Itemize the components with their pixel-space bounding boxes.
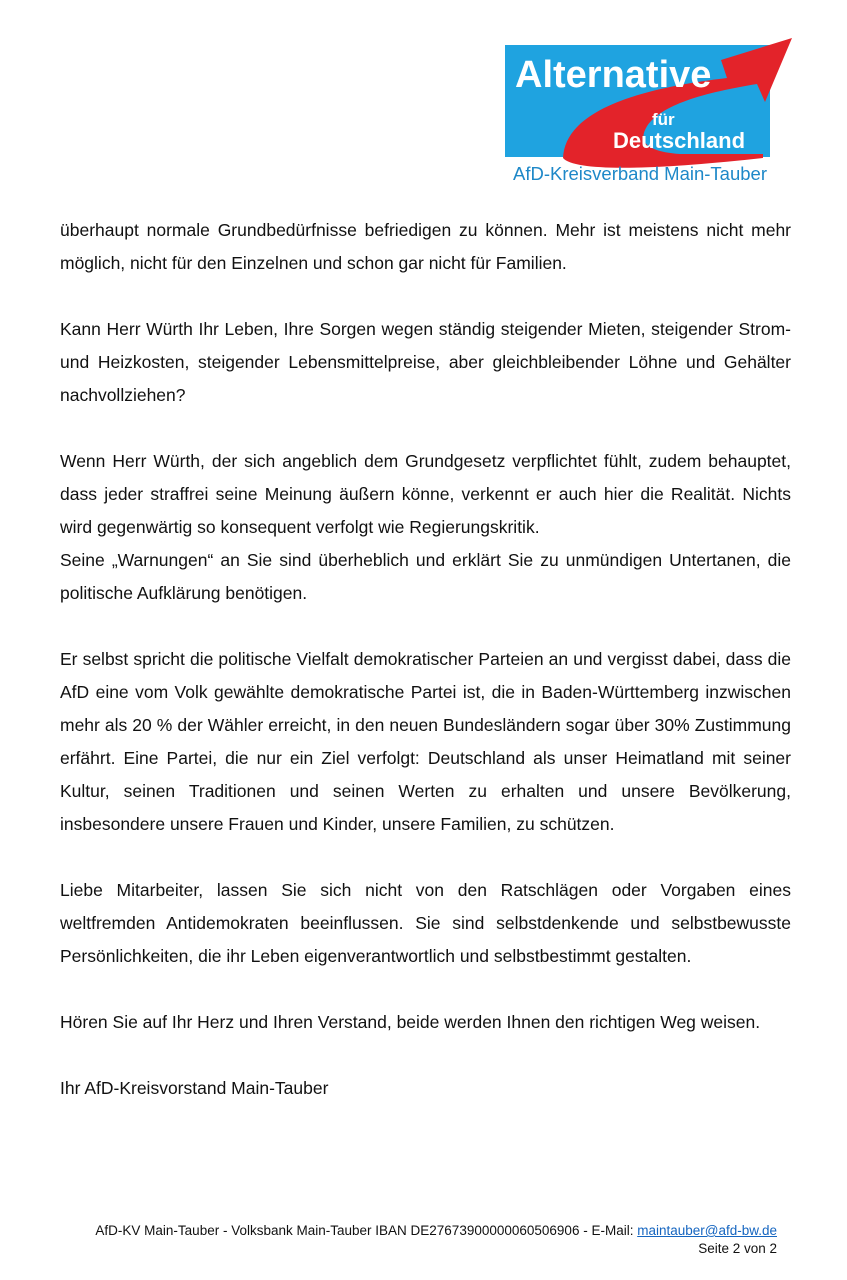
page-footer xyxy=(0,1222,777,1258)
letter-body xyxy=(60,214,791,1105)
paragraph-gap xyxy=(60,841,791,874)
signature: Ihr AfD-Kreisvorstand Main-Tauber xyxy=(60,1078,329,1098)
footer-bank-line xyxy=(0,1222,777,1240)
paragraph-6: Liebe Mitarbeiter, lassen Sie sich nicht von den Ratschlägen oder Vorgaben eines weltfremden Antidemokraten beeinflussen. Sie sind selbstdenkende und selbstbewusste Persönlichkeiten, die ihr Leben eigenverantwortlich und selbstbestimmt gestalten. xyxy=(60,880,791,966)
paragraph-gap xyxy=(60,1039,791,1072)
paragraph-gap xyxy=(60,610,791,643)
footer-email-link[interactable]: maintauber@afd-bw.de xyxy=(637,1223,777,1238)
kreisverband-subtitle: AfD-Kreisverband Main-Tauber xyxy=(513,163,767,184)
paragraph-gap xyxy=(60,280,791,313)
logo-line-alternative: Alternative xyxy=(515,54,712,96)
footer-page-number: Seite 2 von 2 xyxy=(698,1241,777,1256)
paragraph-3: Wenn Herr Würth, der sich angeblich dem Grundgesetz verpflichtet fühlt, zudem behauptet, dass jeder straffrei seine Meinung äußern könne, verkennt er auch hier die Realität. Nichts wird gegenwärtig so konsequent verfolgt wie Regierungskritik. xyxy=(60,451,791,537)
paragraph-5: Er selbst spricht die politische Vielfalt demokratischer Parteien an und vergisst dabei, dass die AfD eine vom Volk gewählte demokratische Partei ist, die in Baden-Württemberg inzwischen mehr als 20 % der Wähler erreicht, in den neuen Bundesländern sogar über 30% Zustimmung erfährt. Eine Partei, die nur ein Ziel verfolgt: Deutschland als unser Heimatland mit seiner Kultur, seinen Traditionen und seinen Werten zu erhalten und unsere Bevölkerung, insbesondere unsere Frauen und Kinder, unsere Familien, zu schützen. xyxy=(60,649,791,834)
logo-line-deutschland: Deutschland xyxy=(613,128,746,153)
paragraph-4: Seine „Warnungen“ an Sie sind überheblich und erklärt Sie zu unmündigen Untertanen, die politische Aufklärung benötigen. xyxy=(60,550,791,603)
paragraph-7: Hören Sie auf Ihr Herz und Ihren Verstand, beide werden Ihnen den richtigen Weg weisen. xyxy=(60,1012,761,1032)
footer-bank-text: AfD-KV Main-Tauber - Volksbank Main-Tauber IBAN DE27673900000060506906 - E-Mail: xyxy=(95,1223,638,1238)
paragraph-1: überhaupt normale Grundbedürfnisse befriedigen zu können. Mehr ist meistens nicht mehr möglich, nicht für den Einzelnen und schon gar nicht für Familien. xyxy=(60,220,791,273)
paragraph-2: Kann Herr Würth Ihr Leben, Ihre Sorgen wegen ständig steigender Mieten, steigender Strom- und Heizkosten, steigender Lebensmittelpreise, aber gleichbleibender Löhne und Gehälter nachvollziehen? xyxy=(60,319,791,405)
paragraph-gap xyxy=(60,412,791,445)
logo-line-fuer: für xyxy=(652,110,675,129)
paragraph-gap xyxy=(60,973,791,1006)
